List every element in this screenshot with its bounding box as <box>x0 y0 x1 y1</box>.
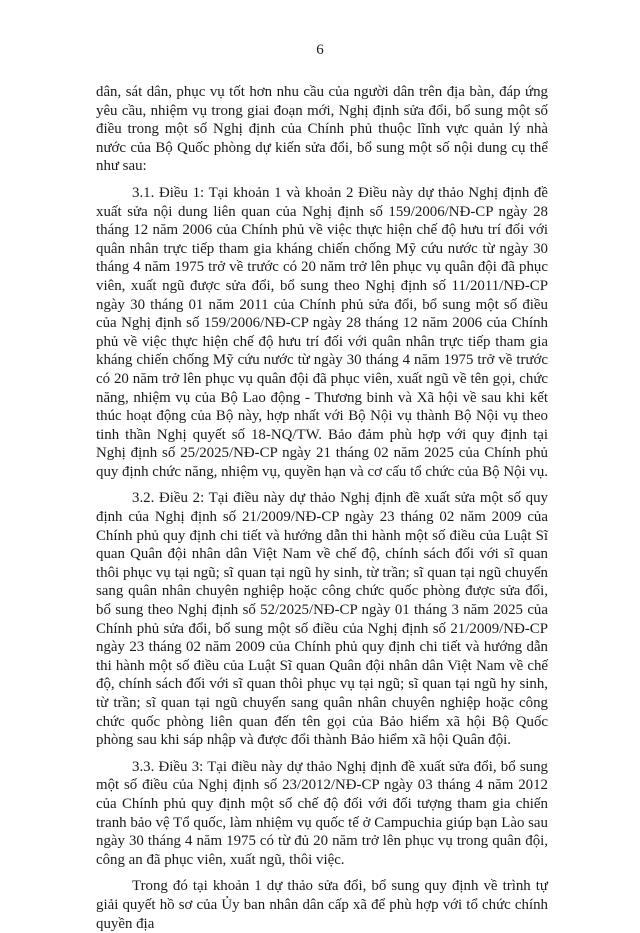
page-number: 6 <box>316 42 324 58</box>
paragraph-article-1: 3.1. Điều 1: Tại khoản 1 và khoản 2 Điều này dự thảo Nghị định đề xuất sửa nội dung liên quan của Nghị định số 159/2006/NĐ-CP ngày 28 tháng 12 năm 2006 của Chính phủ về việc thực hiện chế độ hưu trí đối với quân nhân trực tiếp tham gia kháng chiến chống Mỹ cứu nước từ ngày 30 tháng 4 năm 1975 trở về trước có 20 năm trở lên phục vụ quân đội đã phục viên, xuất ngũ được sửa đổi, bổ sung theo Nghị định số 11/2011/NĐ-CP ngày 30 tháng 01 năm 2011 của Chính phủ sửa đổi, bổ sung một số điều của Nghị định số 159/2006/NĐ-CP ngày 28 tháng 12 năm 2006 của Chính phủ về việc thực hiện chế độ hưu trí đối với quân nhân trực tiếp tham gia kháng chiến chống Mỹ cứu nước từ ngày 30 tháng 4 năm 1975 trở về trước có 20 năm trở lên phục vụ quân đội đã phục viên, xuất ngũ về tên gọi, chức năng, nhiệm vụ của Bộ Lao động - Thương binh và Xã hội về sau khi kết thúc hoạt động của Bộ này, hợp nhất với Bộ Nội vụ thành Bộ Nội vụ theo tinh thần Nghị quyết số 18-NQ/TW. Bảo đảm phù hợp với quy định tại Nghị định số 25/2025/NĐ-CP ngày 21 tháng 02 năm 2025 của Chính phủ quy định chức năng, nhiệm vụ, quyền hạn và cơ cấu tổ chức của Bộ Nội vụ. <box>96 184 549 480</box>
paragraph-article-2: 3.2. Điều 2: Tại điều này dự thảo Nghị định đề xuất sửa một số quy định của Nghị định số 21/2009/NĐ-CP ngày 23 tháng 02 năm 2009 của Chính phủ quy định chi tiết và hướng dẫn thi hành một số điều của Luật Sĩ quan Quân đội nhân dân Việt Nam về chế độ, chính sách đối với sĩ quan thôi phục vụ tại ngũ; sĩ quan tại ngũ hy sinh, từ trần; sĩ quan tại ngũ chuyển sang quân nhân chuyên nghiệp hoặc công chức quốc phòng được sửa đổi, bổ sung theo Nghị định số 52/2025/NĐ-CP ngày 01 tháng 3 năm 2025 của Chính phủ sửa đổi, bổ sung một số điều của Nghị định số 21/2009/NĐ-CP ngày 23 tháng 02 năm 2009 của Chính phủ quy định chi tiết và hướng dẫn thi hành một số điều của Luật Sĩ quan Quân đội nhân dân Việt Nam về chế độ, chính sách đối với sĩ quan thôi phục vụ tại ngũ; sĩ quan tại ngũ hy sinh, từ trần; sĩ quan tại ngũ chuyển sang quân nhân chuyên nghiệp hoặc công chức quốc phòng liên quan đến tên gọi của Bảo hiểm xã hội Bộ Quốc phòng sau khi sáp nhập và được đổi thành Bảo hiểm xã hội Quân đội. <box>96 490 548 749</box>
paragraph-intro-continued: dân, sát dân, phục vụ tốt hơn nhu cầu của người dân trên địa bàn, đáp ứng yêu cầu, nhiệm vụ trong giai đoạn mới, Nghị định sửa đổi, bổ sung một số điều trong một số Nghị định của Chính phủ thuộc lĩnh vực quản lý nhà nước của Bộ Quốc phòng dự kiến sửa đổi, bổ sung một số nội dung cụ thể như sau: <box>96 84 548 175</box>
paragraph-clause-1: Trong đó tại khoản 1 dự thảo sửa đổi, bổ sung quy định về trình tự giải quyết hồ sơ của Ủy ban nhân dân cấp xã để phù hợp với tổ chức chính quyền địa <box>96 878 548 932</box>
paragraph-article-3: 3.3. Điều 3: Tại điều này dự thảo Nghị định đề xuất sửa đổi, bổ sung một số điều của Nghị định số 23/2012/NĐ-CP ngày 03 tháng 4 năm 2012 của Chính phủ quy định một số chế độ đối với đối tượng tham gia chiến tranh bảo vệ Tổ quốc, làm nhiệm vụ quốc tế ở Campuchia giúp bạn Lào sau ngày 30 tháng 4 năm 1975 có từ đủ 20 năm trở lên phục vụ trong quân đội, công an đã phục viên, xuất ngũ, thôi việc. <box>96 758 548 868</box>
document-body <box>96 83 548 933</box>
